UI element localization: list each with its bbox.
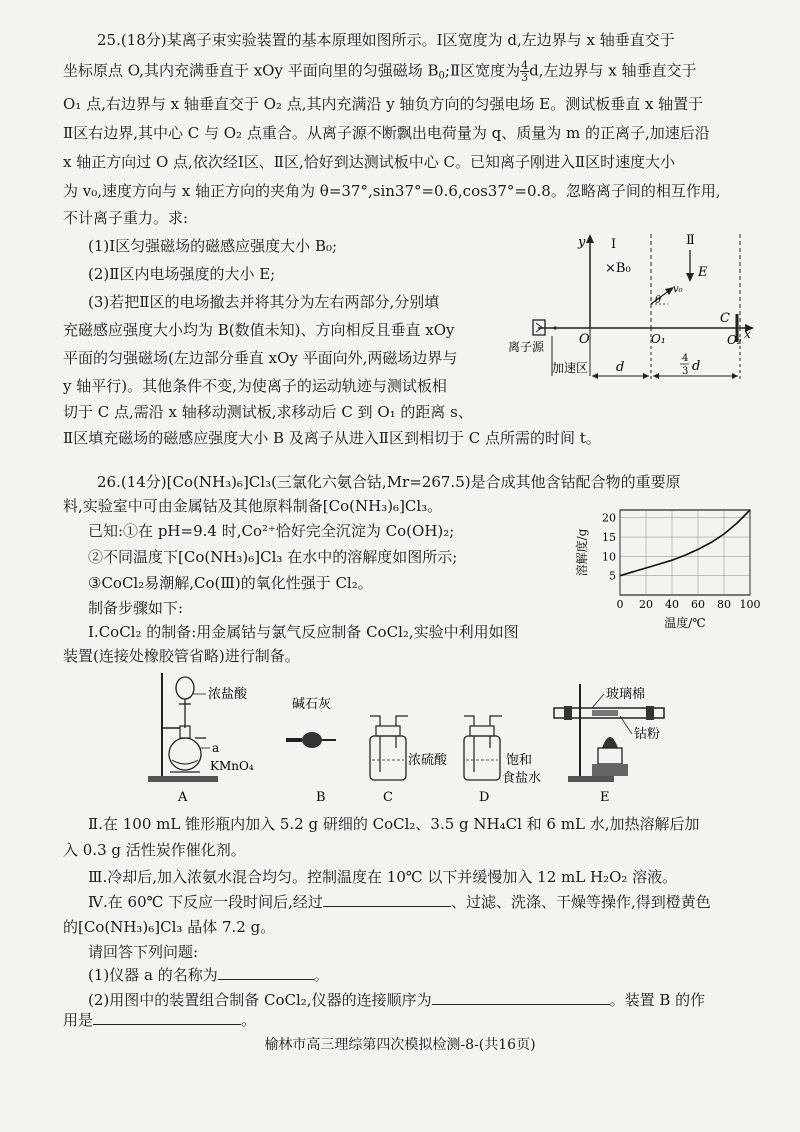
label-brine2: 食盐水 (502, 771, 542, 786)
chart-y-tick: 20 (602, 511, 616, 525)
chart-y-tick: 5 (609, 569, 616, 583)
q26-known2: ②不同温度下[Co(NH₃)₆]Cl₃ 在水中的溶解度如图所示; (88, 548, 458, 566)
label-a: a (212, 741, 220, 755)
label-B: B (316, 790, 326, 805)
q25-sub3-l5: 切于 C 点,需沿 x 轴移动测试板,求移动后 C 到 O₁ 的距离 s、 (63, 403, 473, 421)
blank-qa2b[interactable] (93, 1010, 241, 1025)
q25-sub3-l4: y 轴平行)。其他条件不变,为使离子的运动轨迹与测试板相 (63, 377, 447, 395)
fig-region1: Ⅰ (611, 237, 617, 252)
apparatus-d (464, 716, 541, 805)
q25-line3: O₁ 点,右边界与 x 轴垂直交于 O₂ 点,其内充满沿 y 轴负方向的匀强电场 E。测试板垂直 x 轴置于 (63, 95, 704, 113)
chart-y-label: 溶解度/g (575, 528, 589, 577)
label-C: C (383, 790, 393, 805)
fig-x-label: x (744, 327, 751, 341)
label-glasswool: 玻璃棉 (606, 687, 646, 702)
chart-x-tick: 60 (691, 598, 705, 611)
fig-d: d (616, 360, 625, 375)
q26-known3: ③CoCl₂易潮解,Co(Ⅲ)的氧化性强于 Cl₂。 (88, 574, 373, 592)
blank-qa1[interactable] (218, 965, 314, 980)
q26-known1: 已知:①在 pH=9.4 时,Co²⁺恰好完全沉淀为 Co(OH)₂; (88, 522, 455, 540)
q26-line1: 26.(14分)[Co(NH₃)₆]Cl₃(三氯化六氨合钴,Mr=267.5)是合成其他含钴配合物的重要原 (97, 473, 681, 491)
fig-v0: v₀ (673, 284, 683, 295)
fig-d43-d: d (692, 359, 701, 374)
q25-line5: x 轴正方向过 O 点,依次经Ⅰ区、Ⅱ区,恰好到达测试板中心 C。已知离子刚进入Ⅱ区时速度大小 (63, 153, 676, 171)
solubility-chart (570, 500, 765, 632)
label-h2so4: 浓硫酸 (408, 753, 448, 768)
label-D: D (479, 790, 490, 805)
label-A: A (178, 790, 188, 805)
fig-o1: O₁ (651, 332, 666, 346)
q25-line1: 25.(18分)某离子束实验装置的基本原理如图所示。Ⅰ区宽度为 d,左边界与 x 轴垂直交于 (97, 31, 675, 49)
q26-step1-l2: 装置(连接处橡胶管省略)进行制备。 (63, 647, 300, 665)
fig-o: O (579, 332, 590, 347)
apparatus-e (554, 684, 664, 805)
fig-accel: 加速区 (552, 361, 589, 375)
fig-source: 离子源 (508, 340, 545, 354)
chart-x-tick: 40 (665, 598, 679, 611)
chart-frame (620, 510, 750, 595)
q25-sub3-l3: 平面的匀强磁场(左边部分垂直 xOy 平面向外,两磁场边界与 (63, 349, 458, 367)
page-footer: 榆林市高三理综第四次模拟检测-8-(共16页) (264, 1037, 536, 1053)
q26-qa2: (2)用图中的装置组合制备 CoCl₂,仪器的连接顺序为 。装置 B 的作 (88, 991, 706, 1009)
chart-y-tick: 15 (602, 531, 616, 545)
q26-answer-intro: 请回答下列问题: (88, 943, 199, 961)
q26-step4-l1: Ⅳ.在 60℃ 下反应一段时间后,经过 、过滤、洗涤、干燥等操作,得到橙黄色 (88, 893, 711, 911)
apparatus-figure (140, 668, 700, 808)
chart-x-tick: 20 (639, 598, 653, 611)
apparatus-b (286, 697, 336, 805)
q25-line2: 坐标原点 O,其内充满垂直于 xOy 平面向里的匀强磁场 $B_0;Ⅱ$区宽度为 $\frac{4}{3}$ d,左边界与 x 轴垂直交于 (63, 59, 697, 84)
q26-step2-l2: 入 0.3 g 活性炭作催化剂。 (63, 841, 246, 859)
chart-y-tick: 10 (602, 550, 616, 564)
label-kmno4: KMnO₄ (210, 759, 254, 773)
q26-qa2-l2: 用是 。 (63, 1011, 257, 1029)
fig-e: E (698, 265, 708, 280)
q25-field-figure (508, 226, 788, 388)
q26-qa1: (1)仪器 a 的名称为 。 (88, 966, 329, 984)
q25-sub3-l6: Ⅱ区填充磁场的磁感应强度大小 B 及离子从进入Ⅱ区到相切于 C 点所需的时间 t。 (63, 429, 601, 447)
chart-series-line (620, 510, 750, 576)
chart-x-tick: 80 (717, 598, 731, 611)
q26-step2-l1: Ⅱ.在 100 mL 锥形瓶内加入 5.2 g 研细的 CoCl₂、3.5 g NH₄Cl 和 6 mL 水,加热溶解后加 (88, 815, 700, 833)
fig-o2: O₂ (727, 333, 742, 347)
q26-steps: 制备步骤如下: (88, 599, 184, 617)
fig-d43-num: 4 (682, 353, 689, 364)
fig-theta: θ (655, 295, 662, 306)
label-brine1: 饱和 (506, 753, 533, 768)
fig-c: C (720, 311, 730, 326)
fig-region2: Ⅱ (686, 233, 695, 248)
fig-b0: ×B₀ (605, 261, 631, 276)
q25-sub3-l1: (3)若把Ⅱ区的电场撤去并将其分为左右两部分,分别填 (88, 293, 440, 311)
chart-x-label: 温度/℃ (664, 616, 706, 630)
chart-x-tick: 0 (616, 598, 624, 611)
q25-line6: 为 v₀,速度方向与 x 轴正方向的夹角为 θ=37°,sin37°=0.6,cos37°=0.8。忽略离子间的相互作用, (63, 182, 721, 200)
fig-d43-den: 3 (682, 366, 689, 377)
q25-line7: 不计离子重力。求: (63, 209, 189, 227)
chart-x-tick: 100 (739, 598, 761, 611)
q26-line2: 料,实验室中可由金属钴及其他原料制备[Co(NH₃)₆]Cl₃。 (63, 497, 443, 515)
q25-sub2: (2)Ⅱ区内电场强度的大小 E; (88, 265, 276, 283)
apparatus-a (148, 673, 254, 805)
label-acid: 浓盐酸 (208, 687, 248, 702)
q25-line4: Ⅱ区右边界,其中心 C 与 O₂ 点重合。从离子源不断飘出电荷量为 q、质量为 m 的正离子,加速后沿 (63, 124, 710, 142)
label-copowder: 钴粉 (634, 727, 661, 742)
label-E: E (600, 790, 610, 805)
q26-step4-l2: 的[Co(NH₃)₆]Cl₃ 晶体 7.2 g。 (63, 918, 276, 936)
label-soda: 碱石灰 (292, 697, 332, 712)
fig-y-label: y (578, 235, 586, 250)
apparatus-c (370, 716, 448, 805)
q25-sub3-l2: 充磁感应强度大小均为 B(数值未知)、方向相反且垂直 xOy (63, 321, 455, 339)
blank-qa2[interactable] (432, 990, 610, 1005)
blank-step4[interactable] (323, 892, 451, 907)
q26-step1-l1: Ⅰ.CoCl₂ 的制备:用金属钴与氯气反应制备 CoCl₂,实验中利用如图 (88, 623, 519, 641)
q26-step3: Ⅲ.冷却后,加入浓氨水混合均匀。控制温度在 10℃ 以下并缓慢加入 12 mL H₂O₂ 溶液。 (88, 868, 678, 886)
q25-sub1: (1)Ⅰ区匀强磁场的磁感应强度大小 B₀; (88, 237, 338, 255)
